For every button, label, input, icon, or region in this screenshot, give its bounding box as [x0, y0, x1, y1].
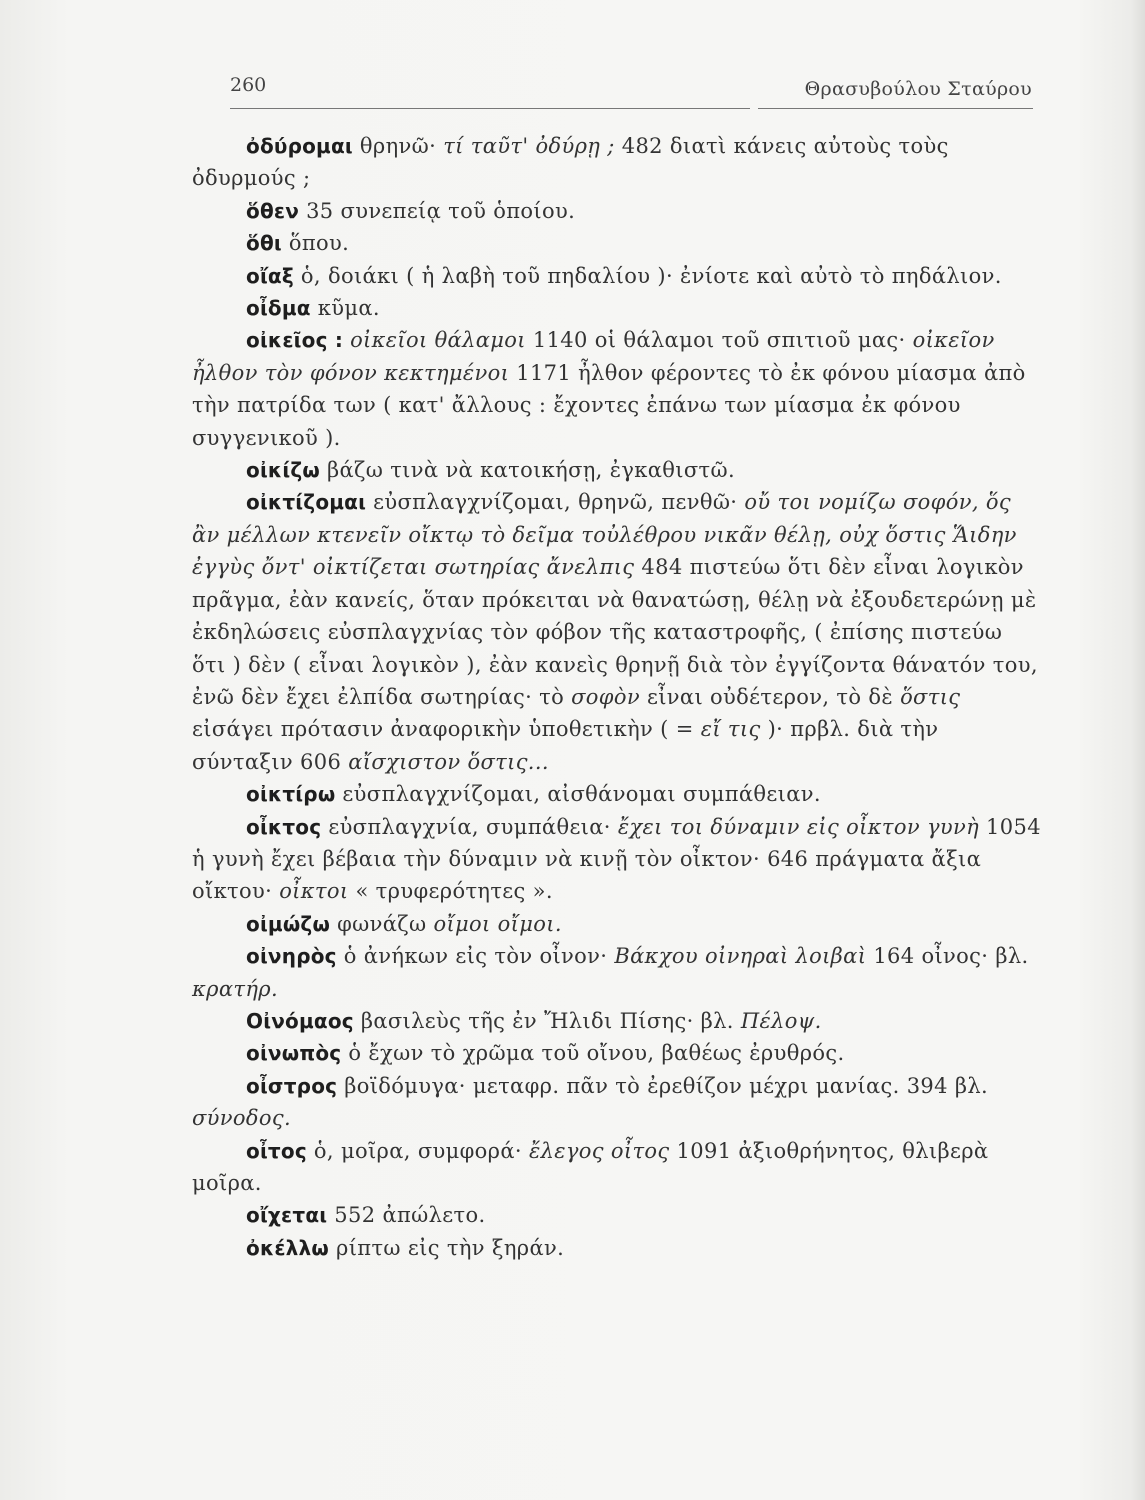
lemma: οἴαξ [246, 263, 294, 288]
lemma: οἶστρος [246, 1073, 338, 1098]
quotation: κρατήρ. [192, 976, 278, 1001]
quotation: εἴ τις [700, 717, 761, 742]
lemma: οἴχεται [246, 1203, 328, 1228]
lemma: Οἰνόμαος [246, 1008, 354, 1033]
lemma: οἰνωπὸς [246, 1041, 342, 1066]
page-header [190, 68, 1032, 104]
quotation: οἶκτοι [279, 879, 349, 904]
lemma: ὀκέλλω [246, 1235, 329, 1260]
quotation: Βάκχου οἰνηραὶ λοιβαὶ [614, 944, 867, 969]
header-rule-left [230, 108, 750, 109]
quotation: τί ταῦτ' ὀδύρῃ ; [443, 134, 615, 158]
glossary-entry: ὀκέλλω ρίπτω εἰς τὴν ξηράν. [246, 1235, 565, 1260]
quotation: οὔ τοι νομίζω σοφόν, ὅς ἂν μέλλων κτενεῖν οἴκτῳ τὸ δεῖμα τοὐλέθρου νικᾶν θέλῃ, οὐχ ὅστις Ἅιδην ἐγγὺς ὄντ' οἰκτίζεται σωτηρίας ἄνελπις [192, 490, 1017, 580]
glossary-entry: οἰκτίρω εὐσπλαγχνίζομαι, αἰσθάνομαι συμπάθειαν. [246, 782, 821, 807]
lemma: οἰκτίρω [246, 782, 336, 807]
lemma: οἰμώζω [246, 911, 331, 936]
quotation: ὅστις [900, 684, 961, 709]
glossary-entry: οἰκεῖος : οἰκεῖοι θάλαμοι 1140 οἱ θάλαμοι τοῦ σπιτιοῦ μας· οἰκεῖον ἦλθον τὸν φόνον κεκτημένοι 1171 ἦλθον φέροντες τὸ ἐκ φόνου μίασμα ἀπὸ τὴν πατρίδα των ( κατ' ἄλλους : ἔχοντες ἐπάνω των μίασμα ἐκ φόνου συγγενικοῦ ). [192, 328, 1026, 450]
page-edge-shadow [1131, 0, 1145, 1500]
glossary-entry: Οἰνόμαος βασιλεὺς τῆς ἐν Ἤλιδι Πίσης· βλ. Πέλοψ. [246, 1008, 822, 1033]
glossary-entry: ὀδύρομαι θρηνῶ· τί ταῦτ' ὀδύρῃ ; 482 διατὶ κάνεις αὐτοὺς τοὺς ὀδυρμούς ; [192, 134, 949, 191]
lemma: ὅθεν [246, 198, 300, 223]
quotation: σοφὸν [571, 684, 640, 709]
quotation: ἔλεγος οἶτος [528, 1138, 670, 1163]
quotation: Πέλοψ. [740, 1008, 822, 1033]
lemma: οἶκτος [246, 814, 322, 839]
glossary-entry: ὅθεν 35 συνεπείᾳ τοῦ ὁποίου. [246, 198, 576, 223]
glossary-entry: οἰνωπὸς ὁ ἔχων τὸ χρῶμα τοῦ οἴνου, βαθέως ἐρυθρός. [246, 1041, 845, 1066]
glossary-entry: οἴαξ ὁ, δοιάκι ( ἡ λαβὴ τοῦ πηδαλίου )· ἐνίοτε καὶ αὐτὸ τὸ πηδάλιον. [246, 263, 1002, 288]
lemma: ὅθι [246, 231, 282, 256]
quotation: σύνοδος. [192, 1106, 292, 1131]
glossary-entry: οἰκτίζομαι εὐσπλαγχνίζομαι, θρηνῶ, πενθῶ· οὔ τοι νομίζω σοφόν, ὅς ἂν μέλλων κτενεῖν οἴκτῳ τὸ δεῖμα τοὐλέθρου νικᾶν θέλῃ, οὐχ ὅστις Ἅιδην ἐγγὺς ὄντ' οἰκτίζεται σωτηρίας ἄνελπις 484 πιστεύω ὅτι δὲν εἶναι λογικὸν πρᾶγμα, ἐὰν κανείς, ὅταν πρόκειται νὰ θανατώσῃ, θέλῃ νὰ ἐξουδετερώνῃ μὲ ἐκδηλώσεις εὐσπλαγχνίας τὸν φόβον τῆς καταστροφῆς, ( ἐπίσης πιστεύω ὅτι ) δὲν ( εἶναι λογικὸν ), ἐὰν κανεὶς θρηνῇ διὰ τὸν ἐγγίζοντα θάνατόν του, ἐνῶ δὲν ἔχει ἐλπίδα σωτηρίας· τὸ σοφὸν εἶναι οὐδέτερον, τὸ δὲ ὅστις εἰσάγει πρότασιν ἀναφορικὴν ὑποθετικὴν ( = εἴ τις )· πρβλ. διὰ τὴν σύνταξιν 606 αἴσχιστον ὅστις... [192, 490, 1038, 774]
lemma: οἰνηρὸς [246, 944, 337, 969]
glossary-entry: οἶδμα κῦμα. [246, 296, 380, 321]
lemma: οἰκίζω [246, 458, 320, 483]
glossary-entry: οἶκτος εὐσπλαγχνία, συμπάθεια· ἔχει τοι δύναμιν εἰς οἶκτον γυνὴ 1054 ἡ γυνὴ ἔχει βέβαια τὴν δύναμιν νὰ κινῇ τὸν οἶκτον· 646 πράγματα ἄξια οἴκτου· οἶκτοι « τρυφερότητες ». [192, 814, 1041, 904]
quotation: οἰκεῖον ἦλθον τὸν φόνον κεκτημένοι [192, 328, 995, 385]
header-rule-right [758, 108, 1033, 109]
lemma: οἶτος [246, 1138, 307, 1163]
glossary-entry: οἴχεται 552 ἀπώλετο. [246, 1203, 486, 1228]
page-number: 260 [230, 74, 267, 96]
running-head: Θρασυβούλου Σταύρου [804, 78, 1032, 100]
lemma: οἶδμα [246, 296, 311, 321]
lemma: ὀδύρομαι [246, 134, 353, 158]
glossary-entry: οἶτος ὁ, μοῖρα, συμφορά· ἔλεγος οἶτος 1091 ἀξιοθρήνητος, θλιβερὰ μοῖρα. [192, 1138, 989, 1195]
glossary-entry: οἰκίζω βάζω τινὰ νὰ κατοικήσῃ, ἐγκαθιστῶ. [246, 458, 735, 483]
glossary-entry: οἶστρος βοϊδόμυγα· μεταφρ. πᾶν τὸ ἐρεθίζον μέχρι μανίας. 394 βλ. σύνοδος. [192, 1073, 989, 1131]
glossary-entry: ὅθι ὅπου. [246, 231, 350, 256]
quotation: οἰκεῖοι θάλαμοι [350, 328, 526, 353]
quotation: ἔχει τοι δύναμιν εἰς οἶκτον γυνὴ [617, 814, 980, 839]
lemma: οἰκεῖος : [246, 328, 344, 353]
quotation: αἴσχιστον ὅστις... [348, 749, 549, 774]
glossary-entry: οἰμώζω φωνάζω οἴμοι οἴμοι. [246, 911, 562, 936]
quotation: οἴμοι οἴμοι. [433, 911, 562, 936]
glossary-body [192, 130, 1042, 1264]
lemma: οἰκτίζομαι [246, 490, 367, 515]
glossary-entry: οἰνηρὸς ὁ ἀνήκων εἰς τὸν οἶνον· Βάκχου οἰνηραὶ λοιβαὶ 164 οἶνος· βλ. κρατήρ. [192, 944, 1029, 1001]
